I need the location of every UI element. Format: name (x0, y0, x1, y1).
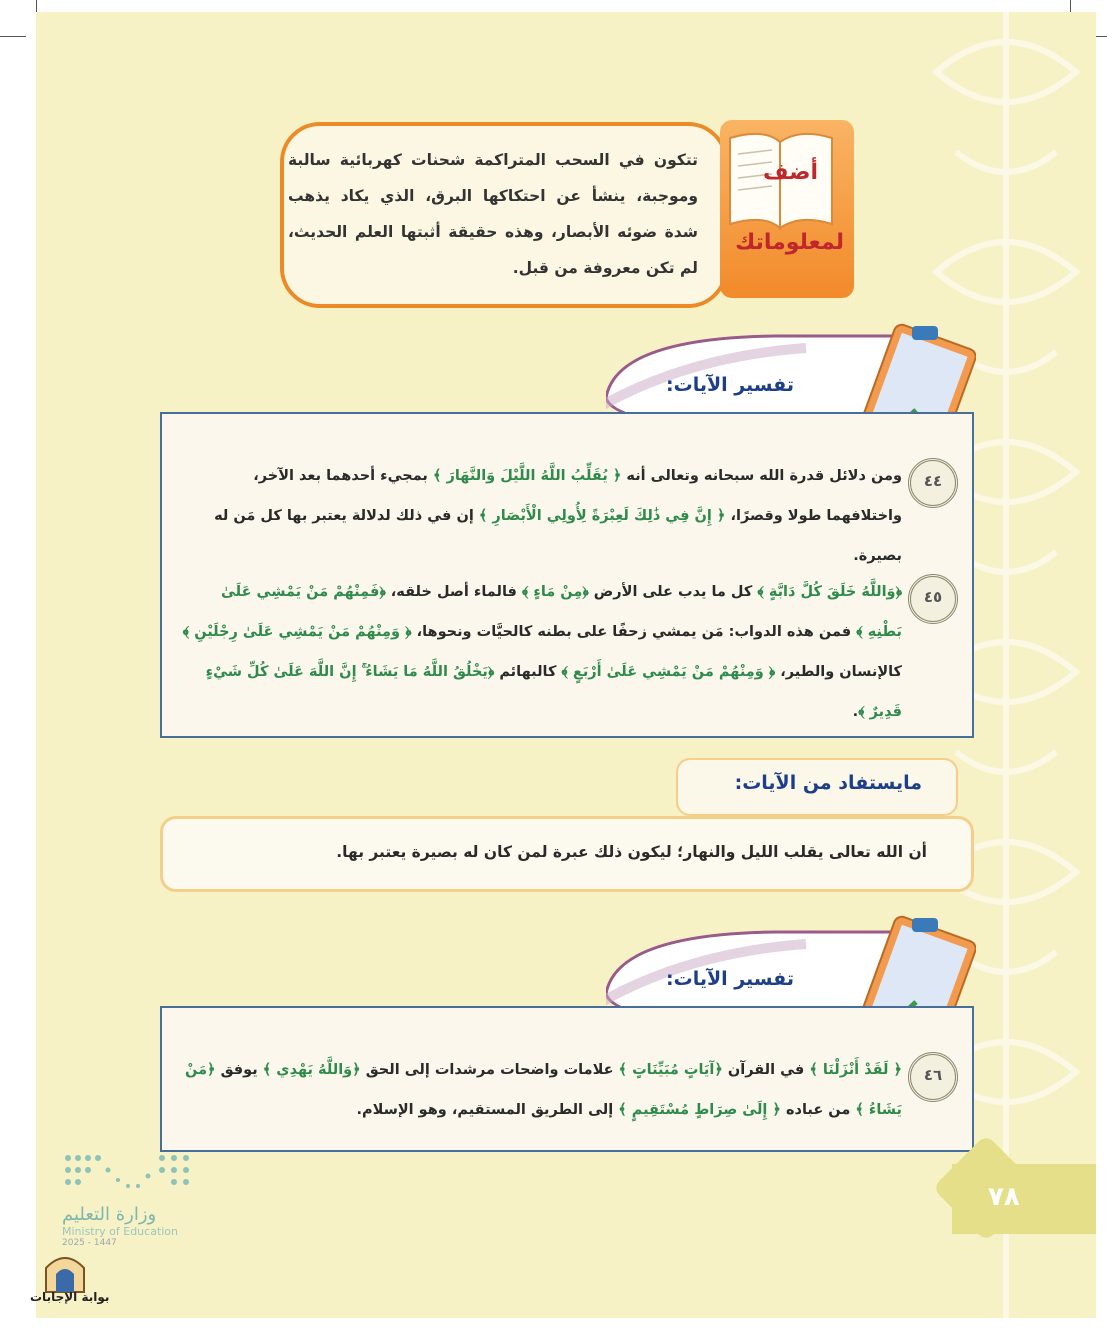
ministry-logo (62, 1152, 212, 1248)
info-text: تتكون في السحب المتراكمة شحنات كهربائية سالبة وموجبة، ينشأ عن احتكاكها البرق، الذي يكاد يذهب شدة ضوئه الأبصار، وهذه حقيقة أثبتها العلم الحديث، لم تكن معروفة من قبل. (288, 151, 698, 277)
page-number-tab (952, 1164, 1096, 1234)
benefit-heading: مايستفاد من الآيات: (734, 772, 922, 794)
quran-quote: ﴿وَاللَّهُ يَهْدِي ﴾ (262, 1062, 361, 1078)
quran-quote: ﴿ وَمِنْهُمْ مَنْ يَمْشِي عَلَىٰ أَرْبَعٍ ﴾ (561, 664, 776, 680)
tafsir-section-2 (160, 1006, 974, 1152)
quran-quote: ﴿وَاللَّهُ خَلَقَ كُلَّ دَابَّةٍ ﴾ (757, 584, 902, 600)
quran-quote: ﴿آيَاتٍ مُبَيِّنَاتٍ ﴾ (618, 1062, 723, 1078)
section-heading: تفسير الآيات: (666, 968, 794, 990)
crop-mark (0, 36, 26, 37)
quran-quote: ﴿فَمِنْهُمْ مَنْ يَمْشِي عَلَىٰ بَطْنِهِ ﴾ (220, 584, 902, 640)
quran-quote: ﴿ وَمِنْهُمْ مَنْ يَمْشِي عَلَىٰ رِجْلَيْنِ ﴾ (182, 624, 412, 640)
site-label: بوابة الإجابات (30, 1290, 110, 1304)
quran-quote: ﴿ إِلَىٰ صِرَاطٍ مُسْتَقِيمٍ ﴾ (618, 1102, 781, 1118)
explanation-text: في القرآن (722, 1062, 810, 1078)
verse-number-badge: ٤٥ (908, 574, 958, 624)
explanation-text: كالإنسان والطير، (775, 664, 902, 680)
ministry-name-ar: وزارة التعليم (62, 1204, 157, 1225)
textbook-page (36, 12, 1096, 1318)
quran-quote: ﴿يَخْلُقُ اللَّهُ مَا يَشَاءُ ۚ إِنَّ اللَّهَ عَلَىٰ كُلِّ شَيْءٍ قَدِيرٌ ﴾ (205, 664, 902, 720)
quran-quote: ﴿مِنْ مَاءٍ ﴾ (521, 584, 589, 600)
explanation-text: إلى الطريق المستقيم، وهو الإسلام. (356, 1102, 619, 1118)
benefit-text: أن الله تعالى يقلب الليل والنهار؛ ليكون ذلك عبرة لمن كان له بصيرة يعتبر بها. (336, 843, 927, 861)
verse-number-badge: ٤٤ (908, 458, 958, 508)
explanation-text: من عباده (780, 1102, 856, 1118)
ministry-name-en: Ministry of Education (62, 1225, 179, 1238)
benefit-box (160, 816, 974, 892)
info-box (280, 122, 728, 308)
quran-quote: ﴿مَنْ يَشَاءُ ﴾ (185, 1062, 902, 1118)
verse-paragraph (182, 572, 902, 732)
explanation-text: فمن هذه الدواب: مَن يمشي زحفًا على بطنه كالحيَّات ونحوها، (411, 624, 857, 640)
gate-logo-icon (42, 1254, 88, 1294)
explanation-text: علامات واضحات مرشدات إلى الحق (360, 1062, 619, 1078)
ministry-dots-icon (62, 1152, 198, 1200)
verse-paragraph (182, 456, 902, 576)
explanation-text: . (852, 704, 859, 720)
badge-title-2: لمعلوماتك (735, 230, 844, 255)
section-heading: تفسير الآيات: (666, 374, 794, 396)
verse-number-badge: ٤٦ (908, 1052, 958, 1102)
add-to-knowledge-badge (720, 120, 854, 298)
page-number: ٧٨ (988, 1182, 1020, 1212)
quran-quote: ﴿ لَقَدْ أَنْزَلْنَا ﴾ (809, 1062, 902, 1078)
explanation-text: بمجيء أحدهما بعد الآخر، واختلافهما طولا وقصرًا، (253, 468, 902, 524)
ministry-year: 2025 - 1447 (62, 1238, 117, 1248)
quran-quote: ﴿ يُقَلِّبُ اللَّهُ اللَّيْلَ وَالنَّهَارَ ﴾ (432, 468, 622, 484)
explanation-text: فالماء أصل خلقه، (385, 584, 522, 600)
explanation-text: إن في ذلك لدلالة يعتبر بها كل مَن له بصيرة. (214, 508, 902, 564)
badge-title-1: أضف (763, 160, 818, 185)
quran-quote: ﴿ إِنَّ فِي ذَٰلِكَ لَعِبْرَةً لِأُولِي الْأَبْصَارِ ﴾ (478, 508, 726, 524)
explanation-text: ومن دلائل قدرة الله سبحانه وتعالى أنه (621, 468, 902, 484)
tafsir-section-1 (160, 412, 974, 738)
verse-paragraph (182, 1050, 902, 1130)
explanation-text: كل ما يدب على الأرض (588, 584, 758, 600)
benefit-tab (676, 758, 958, 816)
explanation-text: كالبهائم (494, 664, 562, 680)
explanation-text: يوفق (215, 1062, 263, 1078)
